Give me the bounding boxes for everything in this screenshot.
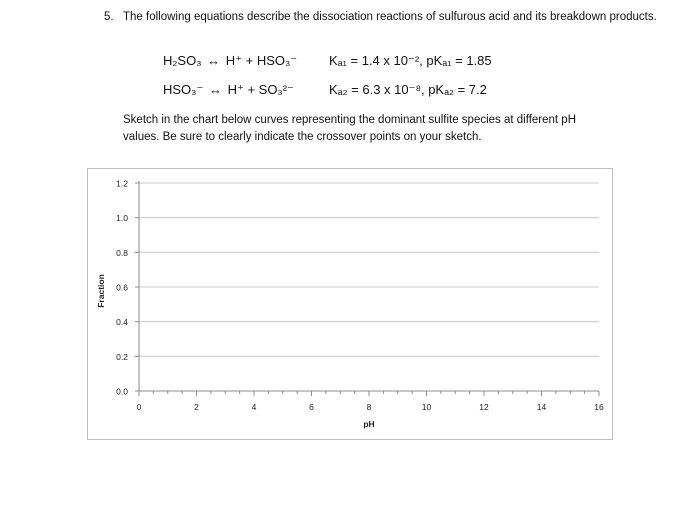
x-tick-label: 2 <box>194 402 199 412</box>
y-tick-label: 0.4 <box>116 317 128 328</box>
y-tick-label: 0.0 <box>116 386 128 397</box>
x-tick-label: 8 <box>366 402 372 412</box>
y-tick-label: 1.2 <box>116 178 128 189</box>
question-number: 5. <box>104 11 114 23</box>
y-tick-label: 0.2 <box>116 351 128 362</box>
y-tick-label: 0.6 <box>116 282 128 293</box>
equation-1-lhs: H₂SO₃ <box>163 53 202 68</box>
equilibrium-arrow-icon: ↔ <box>207 53 221 68</box>
x-tick-label: 0 <box>136 402 142 412</box>
x-tick-label: 6 <box>309 402 314 412</box>
equation-2-lhs: HSO₃⁻ <box>163 82 204 97</box>
y-tick-label: 0.8 <box>116 247 128 258</box>
ka1-value: Kₐ₁ = 1.4 x 10⁻², pKₐ₁ = 1.85 <box>329 53 492 68</box>
x-tick-label: 16 <box>594 402 604 412</box>
question-text: The following equations describe the dissociation reactions of sulfurous acid and its breakdown products. <box>123 11 657 23</box>
x-tick-label: 14 <box>536 402 547 412</box>
x-tick-label: 10 <box>421 402 432 412</box>
y-tick-label: 1.0 <box>116 213 128 224</box>
instruction-text: Sketch in the chart below curves representing the dominant sulfite species at different pH values. Be sure to clearly indicate the crossover points on your sketch. <box>123 114 577 143</box>
equation-2-rhs: H⁺ + SO₃²⁻ <box>227 82 294 97</box>
x-tick-label: 12 <box>479 402 489 412</box>
y-axis-title: Fraction <box>96 274 106 308</box>
equation-1-rhs: H⁺ + HSO₃⁻ <box>225 53 298 68</box>
x-axis-title: pH <box>363 419 375 429</box>
equilibrium-arrow-icon: ↔ <box>208 82 222 97</box>
ka2-value: Kₐ₂ = 6.3 x 10⁻⁸, pKₐ₂ = 7.2 <box>329 82 487 97</box>
x-tick-label: 4 <box>251 402 257 412</box>
